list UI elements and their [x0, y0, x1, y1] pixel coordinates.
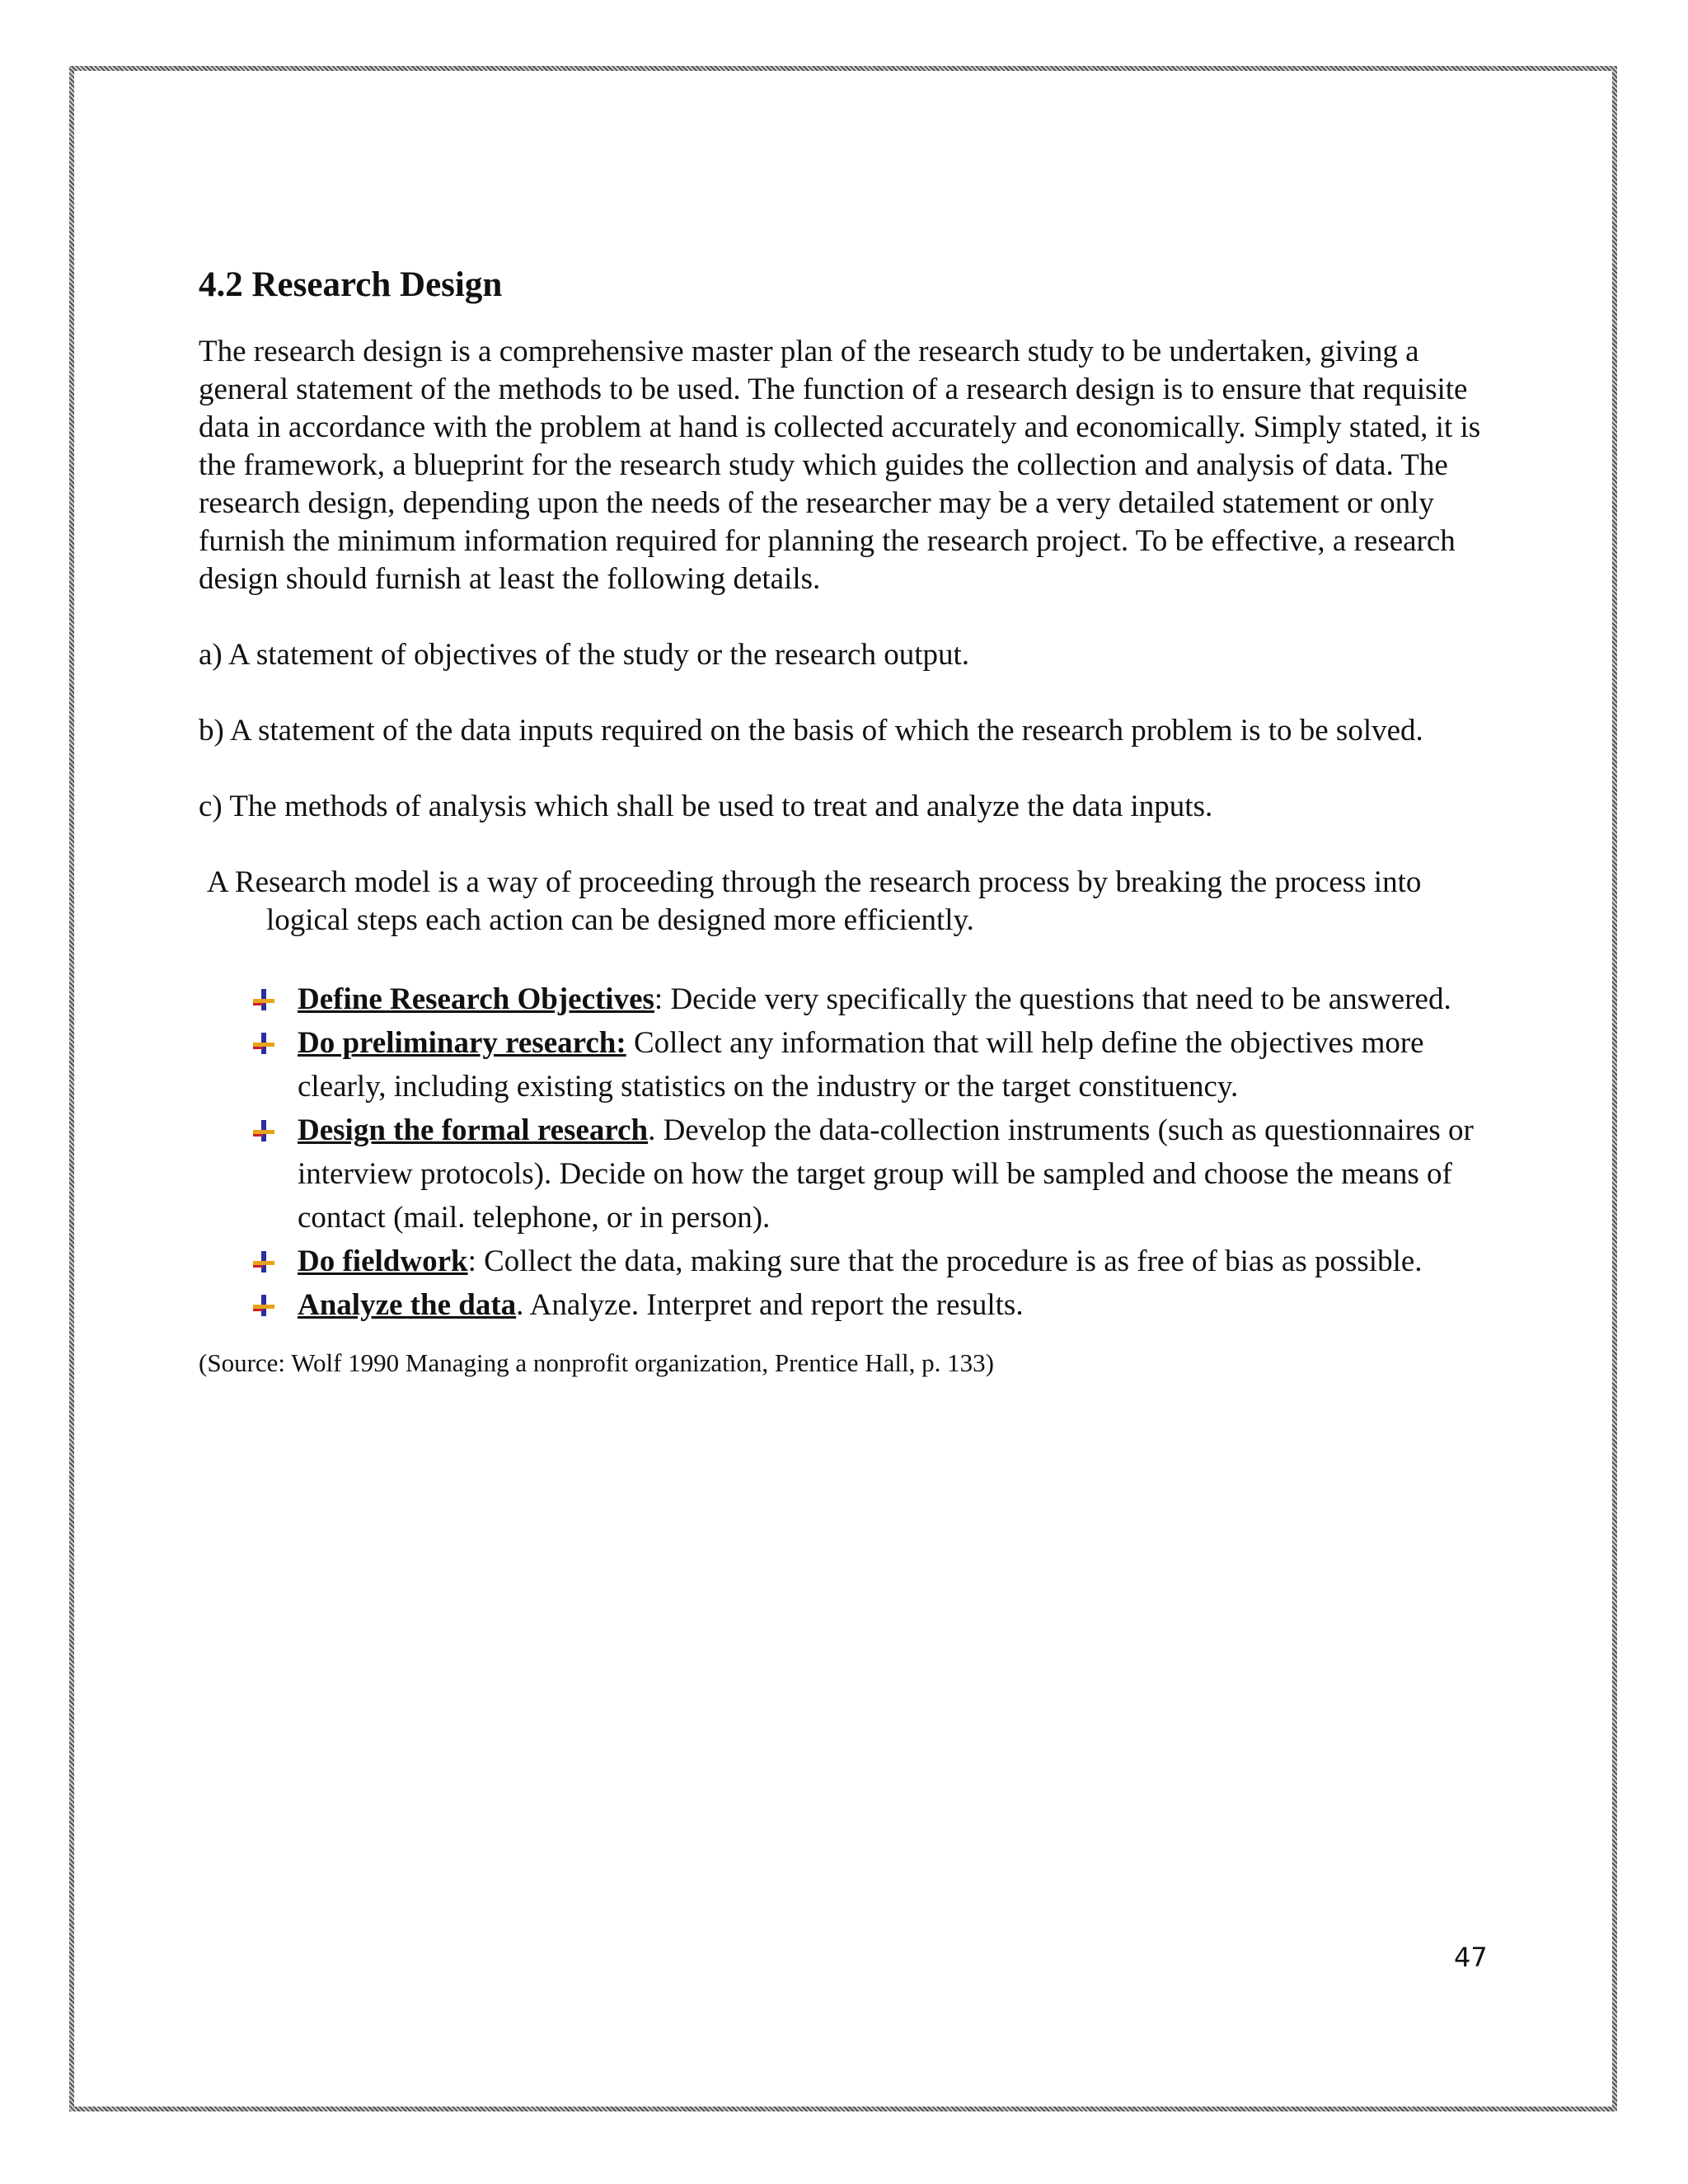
page-number: 47 — [1454, 1942, 1488, 1973]
detail-item-b: b) A statement of the data inputs required on the basis of which the research problem is to be solved. — [199, 713, 1423, 748]
step-title: Do fieldwork — [298, 1244, 468, 1278]
research-model-paragraph: A Research model is a way of proceeding through the research process by breaking the process into logical steps each action can be designed more efficiently. — [207, 865, 1422, 937]
research-steps-list — [199, 977, 1484, 1327]
border-corner-top-right — [1609, 59, 1624, 74]
step-text: Collect any information that will help define the objectives more clearly, including existing statistics on the industry or the target constituency. — [298, 1025, 1424, 1104]
border-corner-bottom-right — [1609, 2103, 1624, 2118]
plus-arrow-bullet-icon — [251, 987, 276, 1012]
plus-arrow-bullet-icon — [251, 1293, 276, 1318]
detail-item-a: a) A statement of objectives of the study or the research output. — [199, 637, 970, 672]
plus-arrow-bullet-icon — [251, 1249, 276, 1274]
list-item — [251, 1240, 1484, 1283]
step-text: : Decide very specifically the questions that need to be answered. — [654, 982, 1451, 1016]
document-content — [199, 264, 1484, 1405]
intro-paragraph: The research design is a comprehensive master plan of the research study to be undertaken, giving a general statement of the methods to be used. The function of a research design is to ensure that requisite data in accordance with the problem at hand is collected accurately and economically. Simply stated, it is the framework, a blueprint for the research study which guides the collection and analysis of data. The research design, depending upon the needs of the researcher may be a very detailed statement or only furnish the minimum information required for planning the research project. To be effective, a research design should furnish at least the following details. — [199, 334, 1481, 596]
section-title: 4.2 Research Design — [199, 265, 503, 304]
list-item — [251, 1021, 1484, 1108]
border-corner-bottom-left — [63, 2103, 77, 2118]
list-item — [251, 1108, 1484, 1240]
step-title: Analyze the data — [298, 1287, 517, 1322]
list-item — [251, 1283, 1484, 1327]
plus-arrow-bullet-icon — [251, 1118, 276, 1143]
step-text: . Develop the data-collection instruments (such as questionnaires or interview protocols). Decide on how the target group will be sampled and choose the means of contact (mail. telephone, or in person). — [298, 1113, 1474, 1235]
step-title: Design the formal research — [298, 1113, 649, 1147]
list-item — [251, 977, 1484, 1021]
detail-item-c: c) The methods of analysis which shall be used to treat and analyze the data inputs. — [199, 789, 1213, 823]
step-text: . Analyze. Interpret and report the results. — [516, 1287, 1024, 1322]
step-title: Do preliminary research: — [298, 1025, 626, 1060]
source-citation: (Source: Wolf 1990 Managing a nonprofit organization, Prentice Hall, p. 133) — [199, 1347, 994, 1377]
step-title: Define Research Objectives — [298, 982, 654, 1016]
step-text: : Collect the data, making sure that the procedure is as free of bias as possible. — [467, 1244, 1423, 1278]
plus-arrow-bullet-icon — [251, 1031, 276, 1056]
